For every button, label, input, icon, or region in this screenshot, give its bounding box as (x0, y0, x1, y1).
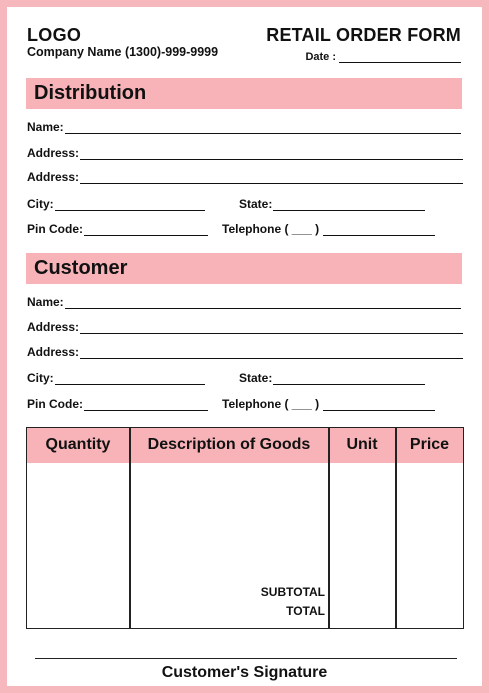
logo: LOGO (27, 25, 82, 45)
distribution-city-field[interactable] (27, 196, 205, 211)
field-line[interactable] (55, 201, 205, 211)
date-label: Date : (305, 51, 336, 63)
field-label: Pin Code: (27, 222, 83, 236)
signature-line[interactable] (35, 658, 457, 659)
customer-state-field[interactable] (239, 370, 425, 385)
subtotal-label: SUBTOTAL (260, 585, 325, 599)
customer-heading: Customer (26, 253, 462, 284)
field-line[interactable] (323, 226, 435, 236)
distribution-address2-field[interactable] (27, 169, 463, 184)
field-line[interactable] (80, 349, 463, 359)
customer-telephone-field[interactable] (222, 396, 435, 411)
date-field[interactable] (305, 51, 461, 63)
field-line[interactable] (65, 124, 461, 134)
field-label: State: (239, 197, 273, 211)
field-label: Address: (27, 320, 80, 334)
field-line[interactable] (273, 375, 425, 385)
column-divider (129, 428, 131, 628)
customer-name-field[interactable] (27, 294, 461, 309)
field-label: City: (27, 197, 54, 211)
field-label: Name: (27, 295, 64, 309)
column-divider (328, 428, 330, 628)
date-input-line[interactable] (339, 53, 461, 63)
field-line[interactable] (65, 299, 461, 309)
field-line[interactable] (273, 201, 425, 211)
field-line[interactable] (84, 226, 208, 236)
field-line[interactable] (80, 324, 463, 334)
field-label: City: (27, 371, 54, 385)
field-line[interactable] (55, 375, 205, 385)
field-line[interactable] (80, 150, 463, 160)
distribution-heading: Distribution (26, 78, 462, 109)
distribution-name-field[interactable] (27, 119, 461, 134)
distribution-telephone-field[interactable] (222, 221, 435, 236)
column-header-unit: Unit (346, 436, 378, 453)
field-label: Address: (27, 146, 80, 160)
field-line[interactable] (323, 401, 435, 411)
column-header-quantity: Quantity (45, 436, 111, 453)
field-label: Address: (27, 170, 80, 184)
customer-pin-field[interactable] (27, 396, 208, 411)
total-label: TOTAL (286, 604, 325, 618)
field-line[interactable] (84, 401, 208, 411)
signature-label: Customer's Signature (161, 664, 328, 681)
distribution-address1-field[interactable] (27, 145, 463, 160)
company-info: Company Name (1300)-999-9999 (27, 45, 219, 59)
customer-address2-field[interactable] (27, 344, 463, 359)
field-label: Telephone ( ___ ) (222, 222, 320, 236)
field-label: Telephone ( ___ ) (222, 397, 320, 411)
customer-address1-field[interactable] (27, 319, 463, 334)
field-label: Pin Code: (27, 397, 83, 411)
column-header-price: Price (409, 436, 450, 453)
field-label: Address: (27, 345, 80, 359)
field-label: Name: (27, 120, 64, 134)
customer-city-field[interactable] (27, 370, 205, 385)
goods-table (26, 427, 464, 629)
distribution-pin-field[interactable] (27, 221, 208, 236)
field-label: State: (239, 371, 273, 385)
column-divider (395, 428, 397, 628)
distribution-state-field[interactable] (239, 196, 425, 211)
field-line[interactable] (80, 174, 463, 184)
form-title: RETAIL ORDER FORM (266, 25, 461, 45)
column-header-description: Description of Goods (147, 436, 311, 453)
